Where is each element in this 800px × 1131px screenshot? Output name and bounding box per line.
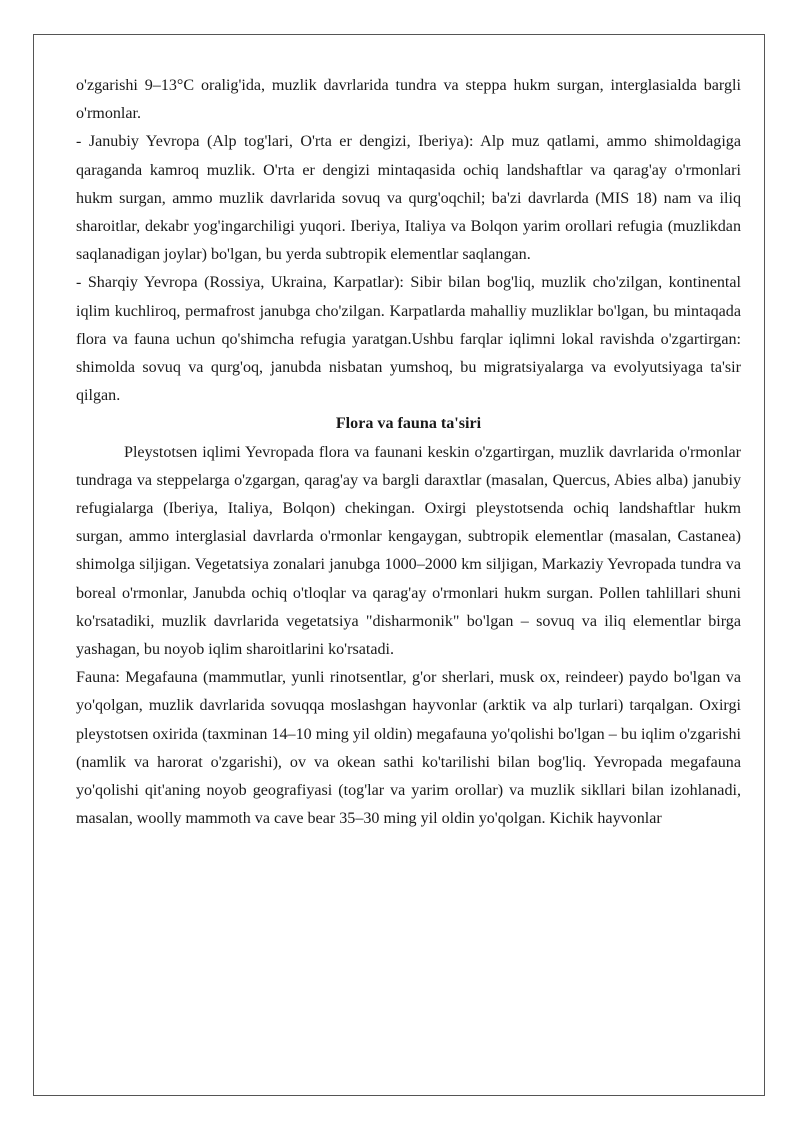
paragraph-fauna: Fauna: Megafauna (mammutlar, yunli rinotsentlar, g'or sherlari, musk ox, reindeer) paydo bo'lgan va yo'qolgan, muzlik davrlarida sovuqqa moslashgan hayvonlar (arktik va alp turlari) tarqalgan. Oxirgi pleystotsen oxirida (taxminan 14–10 ming yil oldin) megafauna yo'qolishi bo'lgan – bu iqlim o'zgarishi (namlik va harorat o'zgarishi), ov va okean sathi ko'tarilishi bilan bog'liq. Yevropada megafauna yo'qolishi qit'aning noyob geografiyasi (tog'lar va yarim orollar) va muzlik sikllari bilan izohlanadi, masalan, woolly mammoth va cave bear 35–30 ming yil oldin yo'qolgan. Kichik hayvonlar	[76, 669, 741, 828]
paragraph-southern-europe: - Janubiy Yevropa (Alp tog'lari, O'rta er dengizi, Iberiya): Alp muz qatlami, ammo shimoldagiga qaraganda kamroq muzlik. O'rta er dengizi mintaqasida ochiq landshaftlar va qarag'ay o'rmonlari hukm surgan, ammo muzlik davrlarida sovuq va qurg'oqchil; ba'zi davrlarda (MIS 18) nam va iliq sharoitlar, dekabr yog'ingarchiligi yuqori. Iberiya, Italiya va Bolqon yarim orollari refugia (muzlikdan saqlanadigan joylar) bo'lgan, bu yerda subtropik elementlar saqlangan.	[76, 133, 741, 264]
paragraph-eastern-europe: - Sharqiy Yevropa (Rossiya, Ukraina, Karpatlar): Sibir bilan bog'liq, muzlik cho'zilgan, kontinental iqlim kuchliroq, permafrost janubga cho'zilgan. Karpatlarda mahalliy muzliklar bo'lgan, bu mintaqada flora va fauna uchun qo'shimcha refugia yaratgan.Ushbu farqlar iqlimni lokal ravishda o'zgartirgan: shimolda sovuq va qurg'oq, janubda nisbatan yumshoq, bu migratsiyalarga va evolyutsiyaga ta'sir qilgan.	[76, 274, 741, 405]
document-body	[76, 72, 741, 833]
paragraph-climate-continuation: o'zgarishi 9–13°C oralig'ida, muzlik davrlarida tundra va steppa hukm surgan, interglasialda bargli o'rmonlar.	[76, 77, 741, 123]
section-heading: Flora va fauna ta'siri	[335, 415, 482, 433]
paragraph-flora: Pleystotsen iqlimi Yevropada flora va faunani keskin o'zgartirgan, muzlik davrlarida o'rmonlar tundraga va steppelarga o'zgargan, qarag'ay va bargli daraxtlar (masalan, Quercus, Abies alba) janubiy refugialarga (Iberiya, Italiya, Bolqon) chekingan. Oxirgi pleystotsenda ochiq landshaftlar hukm surgan, ammo interglasial davrlarda o'rmonlar kengaygan, subtropik elementlar (masalan, Castanea) shimolga siljigan. Vegetatsiya zonalari janubga 1000–2000 km siljigan, Markaziy Yevropada tundra va boreal o'rmonlar, Janubda ochiq o'tloqlar va qarag'ay o'rmonlari hukm surgan. Pollen tahlillari shuni ko'rsatadiki, muzlik davrlarida vegetatsiya "disharmonik" bo'lgan – sovuq va iliq elementlar birga yashagan, bu noyob iqlim sharoitlarini ko'rsatadi.	[76, 443, 741, 659]
